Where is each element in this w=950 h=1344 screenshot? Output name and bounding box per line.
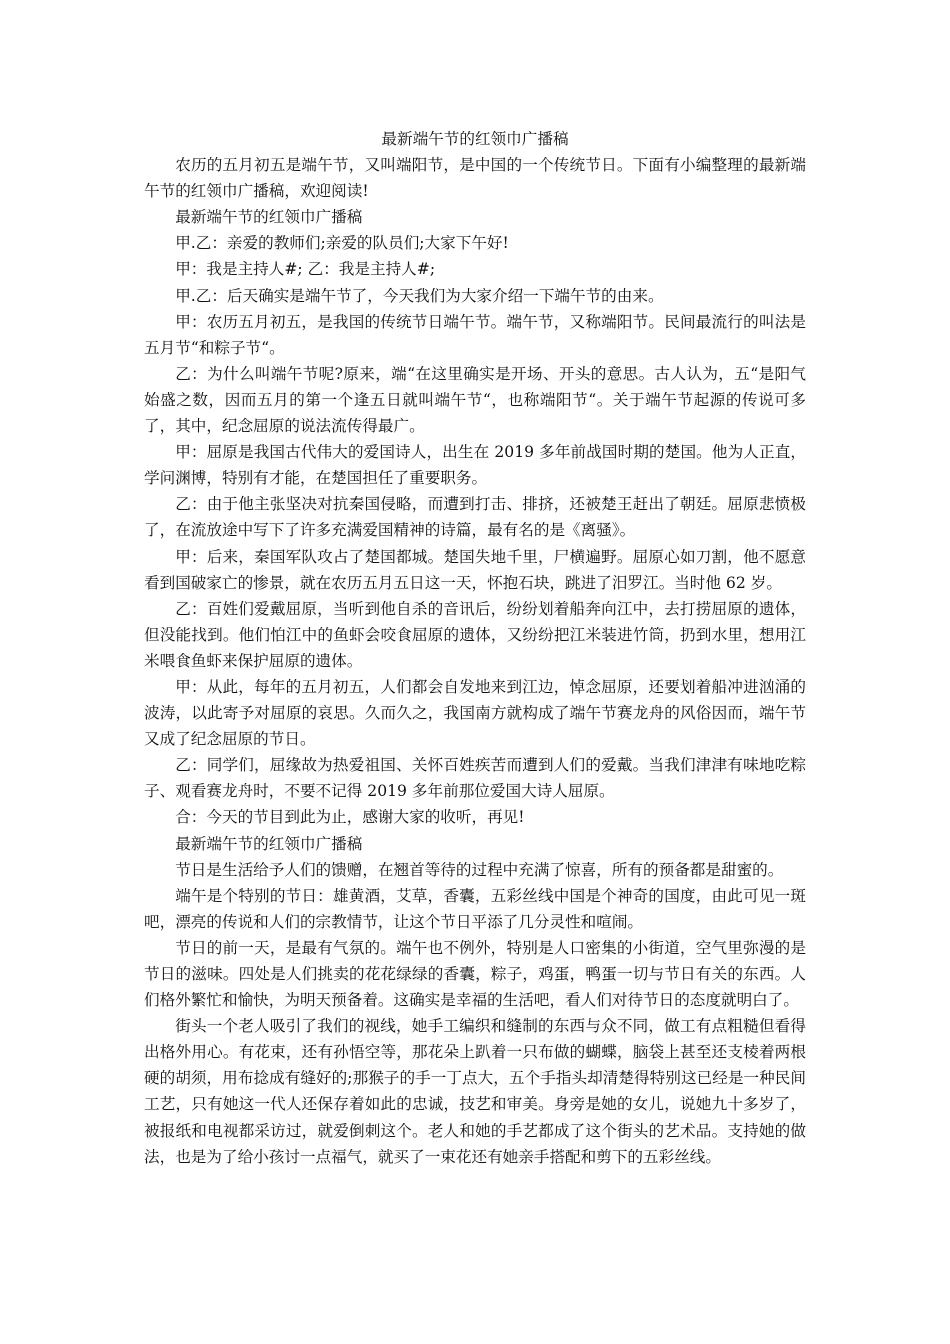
paragraph: 甲：后来，秦国军队攻占了楚国都城。楚国失地千里，尸横遍野。屈原心如刀割，他不愿意看到国破家亡的惨景，就在农历五月五日这一天，怀抱石块，跳进了汨罗江。当时他 62 岁。 [144, 547, 806, 592]
document-page [144, 126, 806, 1170]
document-title: 最新端午节的红领巾广播稿 [381, 130, 569, 148]
paragraph: 节日的前一天，是最有气氛的。端午也不例外，特别是人口密集的小街道，空气里弥漫的是节日的滋味。四处是人们挑卖的花花绿绿的香囊，粽子，鸡蛋，鸭蛋一切与节日有关的东西。人们格外繁忙和愉快，为明天预备着。这确实是幸福的生活吧，看人们对待节日的态度就明白了。 [144, 938, 806, 1010]
paragraph: 乙：为什么叫端午节呢?原来，端“在这里确实是开场、开头的意思。古人认为，五“是阳气始盛之数，因而五月的第一个逢五日就叫端午节“，也称端阳节“。关于端午节起源的传说可多了，其中，纪念屈原的说法流传得最广。 [144, 364, 806, 436]
section-heading: 最新端午节的红领巾广播稿 [175, 208, 363, 227]
paragraph: 甲：我是主持人#; 乙：我是主持人#; [175, 260, 436, 279]
paragraph: 甲：屈原是我国古代伟大的爱国诗人，出生在 2019 多年前战国时期的楚国。他为人正直，学问渊博，特别有才能，在楚国担任了重要职务。 [144, 443, 806, 488]
paragraph: 乙：百姓们爱戴屈原，当听到他自杀的音讯后，纷纷划着船奔向江中，去打捞屈原的遗体，但没能找到。他们怕江中的鱼虾会咬食屈原的遗体，又纷纷把江米装进竹筒，扔到水里，想用江米喂食鱼虾来保护屈原的遗体。 [144, 599, 806, 670]
paragraph-intro: 农历的五月初五是端午节，又叫端阳节，是中国的一个传统节日。下面有小编整理的最新端午节的红领巾广播稿，欢迎阅读! [144, 156, 806, 201]
section-heading: 最新端午节的红领巾广播稿 [175, 834, 363, 853]
paragraph: 甲.乙：后天确实是端午节了，今天我们为大家介绍一下端午节的由来。 [175, 286, 664, 305]
paragraph: 街头一个老人吸引了我们的视线，她手工编织和缝制的东西与众不同，做工有点粗糙但看得出格外用心。有花束，还有孙悟空等，那花朵上趴着一只布做的蝴蝶，脑袋上甚至还支棱着两根硬的胡须，用布捻成有缝好的;那猴子的手一丁点大，五个手指头却清楚得特别这已经是一种民间工艺，只有她这一代人还保存着如此的忠诚，技艺和审美。身旁是她的女儿，说她九十多岁了，被报纸和电视都采访过，就爱倒刺这个。老人和她的手艺都成了这个街头的艺术品。支持她的做法，也是为了给小孩讨一点福气，就买了一束花还有她亲手搭配和剪下的五彩丝线。 [144, 1017, 806, 1166]
paragraph: 乙：同学们，屈缘故为热爱祖国、关怀百姓疾苦而遭到人们的爱戴。当我们津津有味地吃粽子、观看赛龙舟时，不要不记得 2019 多年前那位爱国大诗人屈原。 [144, 756, 806, 801]
paragraph: 甲.乙：亲爱的教师们;亲爱的队员们;大家下午好! [175, 234, 509, 253]
paragraph: 甲：从此，每年的五月初五，人们都会自发地来到江边，悼念屈原，还要划着船冲进汹涌的波涛，以此寄予对屈原的哀思。久而久之，我国南方就构成了端午节赛龙舟的风俗因而，端午节又成了纪念屈原的节日。 [144, 677, 806, 749]
paragraph: 节日是生活给予人们的馈赠，在翘首等待的过程中充满了惊喜，所有的预备都是甜蜜的。 [175, 860, 784, 879]
paragraph: 端午是个特别的节日：雄黄酒，艾草，香囊，五彩丝线中国是个神奇的国度，由此可见一斑吧，漂亮的传说和人们的宗教情节，让这个节日平添了几分灵性和喧闹。 [144, 886, 806, 931]
paragraph: 甲：农历五月初五，是我国的传统节日端午节。端午节，又称端阳节。民间最流行的叫法是五月节“和粽子节“。 [144, 312, 806, 357]
paragraph: 乙：由于他主张坚决对抗秦国侵略，而遭到打击、排挤，还被楚王赶出了朝廷。屈原悲愤极了，在流放途中写下了许多充满爱国精神的诗篇，最有名的是《离骚》。 [144, 495, 806, 540]
paragraph: 合：今天的节目到此为止，感谢大家的收听，再见! [175, 808, 525, 827]
